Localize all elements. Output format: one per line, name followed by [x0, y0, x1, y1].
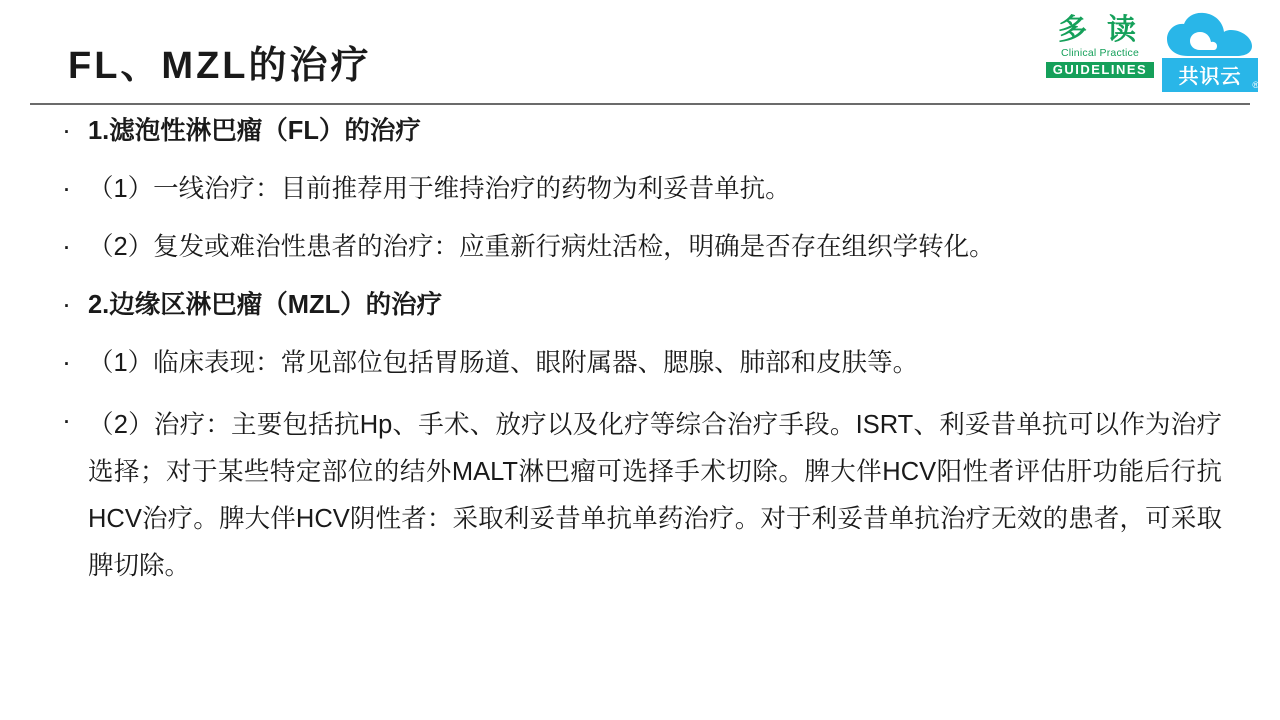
bullet-icon: ·	[62, 173, 71, 203]
gongshiyun-logo	[1162, 12, 1258, 92]
list-item	[62, 170, 1222, 208]
bullet-icon: ·	[62, 115, 71, 145]
list-item	[62, 228, 1222, 266]
header-divider	[30, 103, 1250, 105]
slide-body	[0, 112, 1280, 598]
bullet-icon: ·	[62, 289, 71, 319]
list-item	[62, 402, 1222, 590]
list-item	[62, 344, 1222, 382]
bullet-icon: ·	[62, 231, 71, 261]
logo-group	[1046, 12, 1258, 92]
list-item-text: （1）一线治疗：目前推荐用于维持治疗的药物为利妥昔单抗。	[88, 175, 791, 203]
list-item	[62, 286, 1222, 324]
list-item-text: 2.边缘区淋巴瘤（MZL）的治疗	[88, 291, 443, 319]
bullet-icon: ·	[62, 347, 71, 377]
gongshiyun-logo-text: 共识云	[1162, 58, 1258, 92]
slide-header	[0, 0, 1280, 103]
list-item-text: （2）复发或难治性患者的治疗：应重新行病灶活检，明确是否存在组织学转化。	[88, 233, 995, 261]
duodu-logo-en-line2: GUIDELINES	[1046, 62, 1154, 78]
duodu-logo	[1046, 12, 1154, 78]
registered-mark: ®	[1252, 80, 1259, 90]
list-item	[62, 112, 1222, 150]
list-item-text: （1）临床表现：常见部位包括胃肠道、眼附属器、腮腺、肺部和皮肤等。	[88, 349, 919, 377]
list-item-text: 1.滤泡性淋巴瘤（FL）的治疗	[88, 117, 421, 145]
duodu-logo-en-line1: Clinical Practice	[1060, 47, 1140, 59]
page-title: FL、MZL的治疗	[68, 45, 372, 87]
list-item-text: （2）治疗：主要包括抗Hp、手术、放疗以及化疗等综合治疗手段。ISRT、利妥昔单抗可以作为治疗选择；对于某些特定部位的结外MALT淋巴瘤可选择手术切除。脾大伴HCV阳性者评估肝功能后行抗HCV治疗。脾大伴HCV阴性者：采取利妥昔单抗单药治疗。对于利妥昔单抗治疗无效的患者，可采取脾切除。	[88, 411, 1222, 580]
cloud-icon	[1162, 12, 1258, 60]
bullet-icon: ·	[62, 405, 71, 435]
duodu-logo-cn: 多 读	[1057, 14, 1143, 46]
